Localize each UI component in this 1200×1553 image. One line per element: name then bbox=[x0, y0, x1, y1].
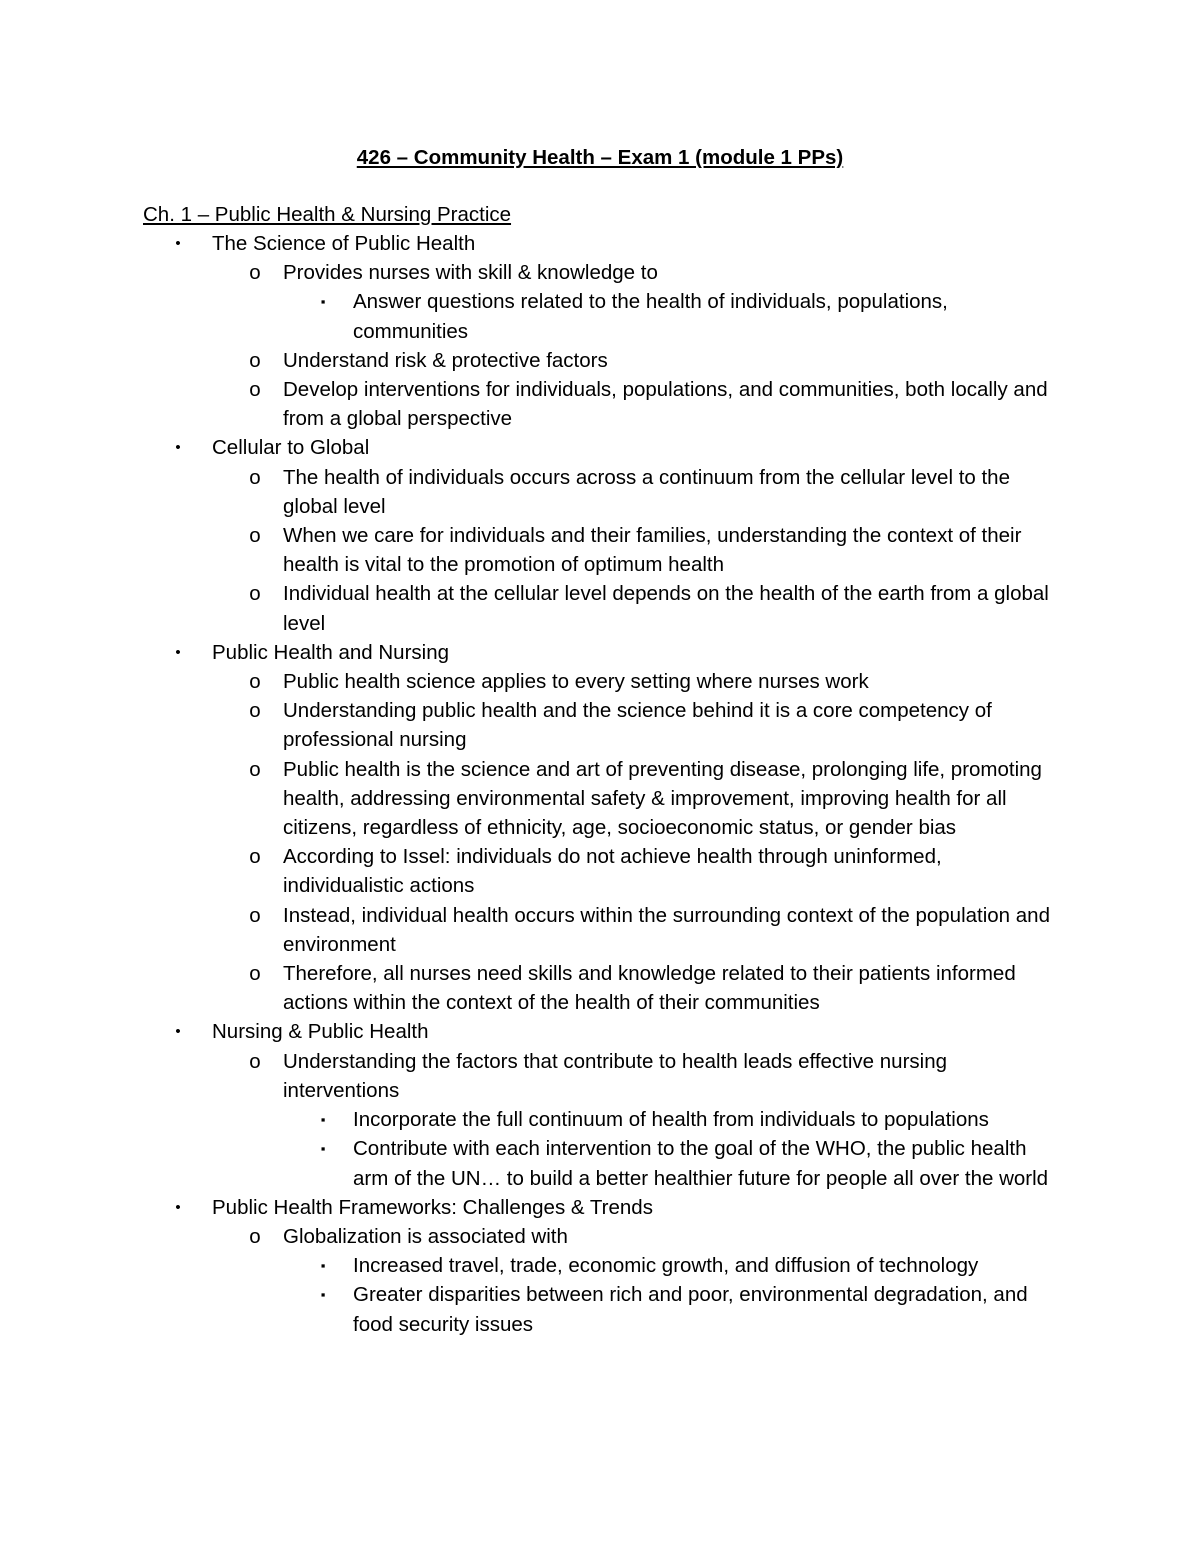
bullet-marker: o bbox=[249, 699, 261, 723]
outline-item-level-3 bbox=[0, 1280, 1200, 1338]
outline-item-level-1 bbox=[0, 433, 1200, 462]
outline-item-level-3 bbox=[0, 287, 1200, 345]
bullet-marker: • bbox=[175, 235, 181, 252]
outline-item-text: Provides nurses with skill & knowledge to bbox=[283, 261, 658, 285]
outline-item-level-1 bbox=[0, 638, 1200, 667]
outline-item-text: The health of individuals occurs across a continuum from the cellular level to the global level bbox=[283, 465, 1010, 518]
outline-item-level-2 bbox=[0, 521, 1200, 579]
outline-item-text: According to Issel: individuals do not achieve health through uninformed, individualistic actions bbox=[283, 845, 942, 898]
bullet-marker: ▪ bbox=[320, 1141, 326, 1157]
outline-item-text: Greater disparities between rich and poor, environmental degradation, and food security issues bbox=[353, 1283, 1028, 1336]
bullet-marker: o bbox=[249, 845, 261, 869]
outline-item-text: Develop interventions for individuals, populations, and communities, both locally and from a global perspective bbox=[283, 378, 1048, 431]
outline-item-level-1 bbox=[0, 1017, 1200, 1046]
outline-item-text: Contribute with each intervention to the goal of the WHO, the public health arm of the UN… to build a better healthier future for people all over the world bbox=[353, 1137, 1049, 1190]
outline-item-text: Understand risk & protective factors bbox=[283, 348, 608, 372]
outline-item-text: Nursing & Public Health bbox=[212, 1020, 429, 1044]
outline-item-level-2 bbox=[0, 696, 1200, 754]
outline-item-level-2 bbox=[0, 755, 1200, 843]
outline-item-level-3 bbox=[0, 1105, 1200, 1134]
outline-item-level-2 bbox=[0, 463, 1200, 521]
outline-item-text: Answer questions related to the health of individuals, populations, communities bbox=[353, 290, 948, 343]
bullet-marker: • bbox=[175, 1023, 181, 1041]
outline-list bbox=[0, 229, 1200, 1339]
outline-item-text: Public Health Frameworks: Challenges & Trends bbox=[212, 1195, 653, 1219]
outline-item-text: Public Health and Nursing bbox=[212, 640, 450, 664]
bullet-marker: • bbox=[175, 643, 181, 661]
outline-item-level-2 bbox=[0, 1047, 1200, 1105]
outline-item-level-2 bbox=[0, 579, 1200, 637]
bullet-marker: o bbox=[249, 757, 261, 781]
outline-item-level-2 bbox=[0, 667, 1200, 696]
bullet-marker: ▪ bbox=[320, 1258, 326, 1274]
outline-item-text: Increased travel, trade, economic growth, and diffusion of technology bbox=[353, 1254, 979, 1278]
outline-item-level-2 bbox=[0, 842, 1200, 900]
bullet-marker: ▪ bbox=[320, 294, 326, 310]
outline-item-level-3 bbox=[0, 1251, 1200, 1280]
bullet-marker: o bbox=[249, 378, 261, 402]
section-heading: Ch. 1 – Public Health & Nursing Practice bbox=[143, 203, 512, 226]
bullet-marker: o bbox=[249, 465, 261, 489]
bullet-marker: o bbox=[249, 962, 261, 986]
bullet-marker: o bbox=[249, 903, 261, 927]
outline-item-text: Individual health at the cellular level depends on the health of the earth from a global level bbox=[283, 582, 1049, 635]
outline-item-text: Globalization is associated with bbox=[283, 1224, 568, 1248]
bullet-marker: ▪ bbox=[320, 1112, 326, 1128]
outline-item-text: Public health science applies to every setting where nurses work bbox=[283, 670, 869, 694]
document-title: 426 – Community Health – Exam 1 (module 1 PPs) bbox=[356, 146, 844, 169]
outline-item-level-3 bbox=[0, 1134, 1200, 1192]
outline-item-level-1 bbox=[0, 1193, 1200, 1222]
outline-item-level-2 bbox=[0, 901, 1200, 959]
bullet-marker: o bbox=[249, 1224, 261, 1248]
bullet-marker: o bbox=[249, 670, 261, 694]
outline-item-text: Cellular to Global bbox=[212, 436, 370, 460]
outline-item-level-2 bbox=[0, 1222, 1200, 1251]
outline-item-text: Therefore, all nurses need skills and knowledge related to their patients informed actions within the context of the health of their communities bbox=[283, 962, 1016, 1015]
outline-item-text: Incorporate the full continuum of health from individuals to populations bbox=[353, 1108, 989, 1132]
bullet-marker: ▪ bbox=[320, 1287, 326, 1303]
bullet-marker: o bbox=[249, 582, 261, 606]
outline-item-text: Public health is the science and art of preventing disease, prolonging life, promoting health, addressing environmental safety & improvement, improving health for all citizens, regardless of ethnicity, age, socioeconomic status, or gender bias bbox=[283, 757, 1042, 840]
outline-item-text: When we care for individuals and their families, understanding the context of their health is vital to the promotion of optimum health bbox=[283, 524, 1022, 577]
bullet-marker: o bbox=[249, 1049, 261, 1073]
outline-item-text: Understanding public health and the science behind it is a core competency of professional nursing bbox=[283, 699, 992, 752]
outline-item-level-1 bbox=[0, 229, 1200, 258]
outline-item-level-2 bbox=[0, 258, 1200, 287]
outline-item-text: Instead, individual health occurs within the surrounding context of the population and environment bbox=[283, 903, 1050, 956]
bullet-marker: • bbox=[175, 1198, 181, 1216]
bullet-marker: • bbox=[175, 439, 181, 457]
outline-item-level-2 bbox=[0, 959, 1200, 1017]
outline-item-text: The Science of Public Health bbox=[212, 232, 476, 255]
bullet-marker: o bbox=[249, 348, 261, 372]
outline-item-level-2 bbox=[0, 346, 1200, 375]
outline-item-text: Understanding the factors that contribute to health leads effective nursing interventions bbox=[283, 1049, 948, 1102]
bullet-marker: o bbox=[249, 524, 261, 548]
bullet-marker: o bbox=[249, 261, 261, 285]
outline-item-level-2 bbox=[0, 375, 1200, 433]
